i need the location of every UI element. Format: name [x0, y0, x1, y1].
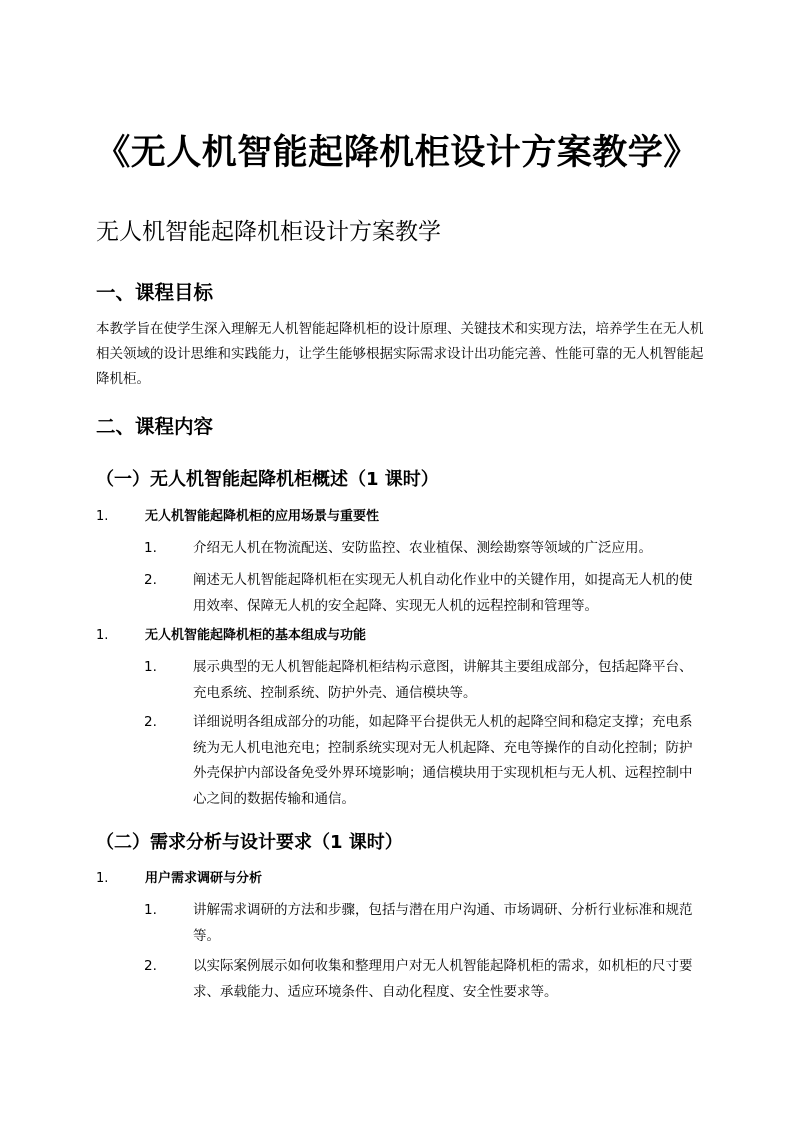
sublist-number: 1.: [144, 659, 157, 675]
sublist-item-text: 介绍无人机在物流配送、安防监控、农业植保、测绘勘察等领域的广泛应用。: [193, 540, 652, 556]
sublist-item-text: 展示典型的无人机智能起降机柜结构示意图，讲解其主要组成部分，包括起降平台、充电系统、控制系统、防护外壳、通信模块等。: [193, 659, 693, 701]
sublist-item-text: 讲解需求调研的方法和步骤，包括与潜在用户沟通、市场调研、分析行业标准和规范等。: [193, 902, 693, 944]
sublist-number: 2.: [144, 714, 157, 730]
sublist-number: 2.: [144, 958, 157, 974]
subsection-heading-requirements: （二）需求分析与设计要求（1 课时）: [96, 832, 403, 853]
sublist-number: 1.: [144, 902, 157, 918]
section-heading-objectives: 一、课程目标: [96, 281, 214, 304]
sublist-number: 1.: [144, 540, 157, 556]
sublist-item-text: 阐述无人机智能起降机柜在实现无人机自动化作业中的关键作用，如提高无人机的使用效率、保障无人机的安全起降、实现无人机的远程控制和管理等。: [193, 572, 693, 614]
list-item-title: 无人机智能起降机柜的应用场景与重要性: [145, 509, 380, 524]
section-heading-content: 二、课程内容: [96, 415, 214, 438]
list-item-title: 用户需求调研与分析: [145, 871, 263, 886]
document-subtitle: 无人机智能起降机柜设计方案教学: [96, 219, 441, 245]
sublist-number: 2.: [144, 572, 157, 588]
list-item-title: 无人机智能起降机柜的基本组成与功能: [145, 628, 367, 643]
objectives-paragraph: 本教学旨在使学生深入理解无人机智能起降机柜的设计原理、关键技术和实现方法，培养学生在无人机相关领域的设计思维和实践能力，让学生能够根据实际需求设计出功能完善、性能可靠的无人机智能起降机柜。: [96, 321, 704, 387]
list-number: 1.: [96, 628, 109, 643]
document-title: 《无人机智能起降机柜设计方案教学》: [95, 133, 699, 173]
subsection-heading-overview: （一）无人机智能起降机柜概述（1 课时）: [96, 469, 439, 490]
list-number: 1.: [96, 509, 109, 524]
sublist-item-text: 详细说明各组成部分的功能，如起降平台提供无人机的起降空间和稳定支撑；充电系统为无人机电池充电；控制系统实现对无人机起降、充电等操作的自动化控制；防护外壳保护内部设备免受外界环境影响；通信模块用于实现机柜与无人机、远程控制中心之间的数据传输和通信。: [193, 714, 693, 807]
list-number: 1.: [96, 871, 109, 886]
sublist-item-text: 以实际案例展示如何收集和整理用户对无人机智能起降机柜的需求，如机柜的尺寸要求、承载能力、适应环境条件、自动化程度、安全性要求等。: [193, 958, 693, 1000]
